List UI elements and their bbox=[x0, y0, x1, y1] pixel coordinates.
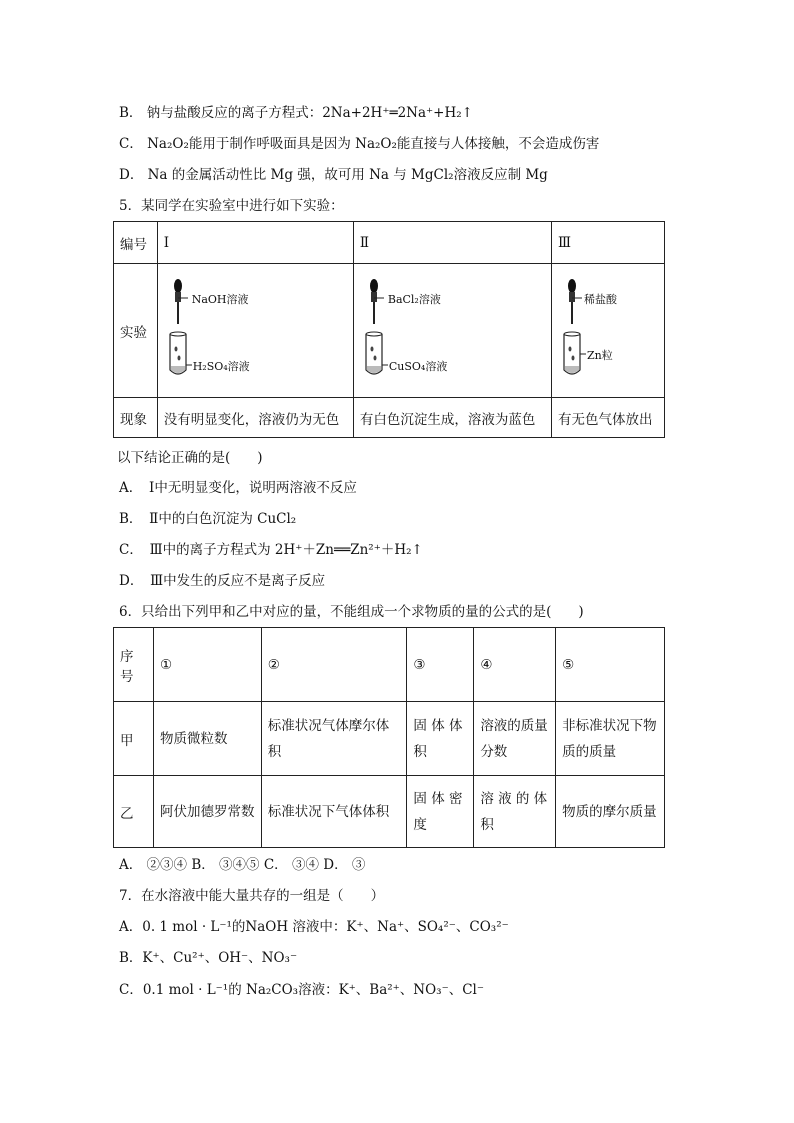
column-header-3: ③ bbox=[407, 628, 474, 702]
q7-stem: 7．在水溶液中能大量共存的一组是（ ） bbox=[119, 888, 385, 904]
q5-stem: 5．某同学在实验室中进行如下实验： bbox=[119, 198, 344, 214]
observation-1: 没有明显变化，溶液仍为无色 bbox=[157, 398, 353, 438]
q5-experiment-table bbox=[113, 221, 665, 438]
yi-cell-4: 溶 液 的 体 积 bbox=[474, 776, 556, 848]
jia-cell-2: 标准状况气体摩尔体积 bbox=[261, 702, 407, 776]
q4-option-c: C． Na₂O₂能用于制作呼吸面具是因为 Na₂O₂能直接与人体接触，不会造成伤害 bbox=[119, 136, 600, 152]
q4-option-b: B． 钠与盐酸反应的离子方程式：2Na+2H⁺═2Na⁺+H₂↑ bbox=[119, 105, 473, 121]
tube-content-2: CuSO₄溶液 bbox=[388, 359, 448, 373]
q7-option-a: A．0. 1 mol · L⁻¹的NaOH 溶液中：K⁺、Na⁺、SO₄²⁻、CO₃²⁻ bbox=[119, 919, 509, 935]
row-label-id: 编号 bbox=[114, 222, 158, 264]
experiment-id-3: Ⅲ bbox=[551, 222, 664, 264]
observation-3: 有无色气体放出 bbox=[551, 398, 664, 438]
row-label-jia: 甲 bbox=[114, 702, 154, 776]
jia-cell-4: 溶液的质量分数 bbox=[474, 702, 556, 776]
row-label-experiment: 实验 bbox=[114, 264, 158, 398]
q7-option-c: C．0.1 mol · L⁻¹的 Na₂CO₃溶液：K⁺、Ba²⁺、NO₃⁻、Cl⁻ bbox=[119, 982, 484, 998]
dropper-reagent-3: 稀盐酸 bbox=[583, 292, 617, 306]
column-header-4: ④ bbox=[474, 628, 556, 702]
experiment-figure-1 bbox=[157, 264, 353, 398]
q7-option-b: B．K⁺、Cu²⁺、OH⁻、NO₃⁻ bbox=[119, 950, 298, 966]
q6-quantity-table bbox=[113, 627, 665, 848]
column-header-1: ① bbox=[153, 628, 261, 702]
q5-option-d: D． Ⅲ中发生的反应不是离子反应 bbox=[119, 573, 326, 589]
row-label-observation: 现象 bbox=[114, 398, 158, 438]
yi-cell-1: 阿伏加德罗常数 bbox=[153, 776, 261, 848]
tube-content-3: Zn粒 bbox=[586, 348, 613, 362]
experiment-id-1: Ⅰ bbox=[157, 222, 353, 264]
yi-cell-3: 固 体 密 度 bbox=[407, 776, 474, 848]
jia-cell-5: 非标准状况下物质的质量 bbox=[556, 702, 665, 776]
tube-content-1: H₂SO₄溶液 bbox=[192, 359, 250, 373]
q5-option-a: A． Ⅰ中无明显变化，说明两溶液不反应 bbox=[119, 480, 357, 496]
jia-cell-1: 物质微粒数 bbox=[153, 702, 261, 776]
q6-options: A． ②③④ B． ③④⑤ C． ③④ D． ③ bbox=[119, 857, 366, 873]
column-header-2: ② bbox=[261, 628, 407, 702]
yi-cell-5: 物质的摩尔质量 bbox=[556, 776, 665, 848]
jia-cell-3: 固 体 体 积 bbox=[407, 702, 474, 776]
column-header-5: ⑤ bbox=[556, 628, 665, 702]
q5-option-c: C． Ⅲ中的离子方程式为 2H⁺＋Zn══Zn²⁺＋H₂↑ bbox=[119, 542, 423, 558]
q5-prompt: 以下结论正确的是( ) bbox=[117, 450, 263, 466]
row-label-yi: 乙 bbox=[114, 776, 154, 848]
test-tube-figure bbox=[360, 274, 490, 384]
observation-2: 有白色沉淀生成，溶液为蓝色 bbox=[353, 398, 551, 438]
q5-option-b: B． Ⅱ中的白色沉淀为 CuCl₂ bbox=[119, 511, 297, 527]
experiment-figure-3 bbox=[551, 264, 664, 398]
dropper-reagent-1: NaOH溶液 bbox=[191, 292, 249, 306]
yi-cell-2: 标准状况下气体体积 bbox=[261, 776, 407, 848]
experiment-figure-2 bbox=[353, 264, 551, 398]
dropper-reagent-2: BaCl₂溶液 bbox=[387, 292, 441, 306]
q6-stem: 6．只给出下列甲和乙中对应的量，不能组成一个求物质的量的公式的是( ) bbox=[119, 604, 584, 620]
q4-option-d: D． Na 的金属活动性比 Mg 强，故可用 Na 与 MgCl₂溶液反应制 Mg bbox=[119, 167, 548, 183]
test-tube-figure bbox=[558, 274, 658, 384]
test-tube-figure bbox=[164, 274, 294, 384]
header-label: 序号 bbox=[114, 628, 154, 702]
experiment-id-2: Ⅱ bbox=[353, 222, 551, 264]
